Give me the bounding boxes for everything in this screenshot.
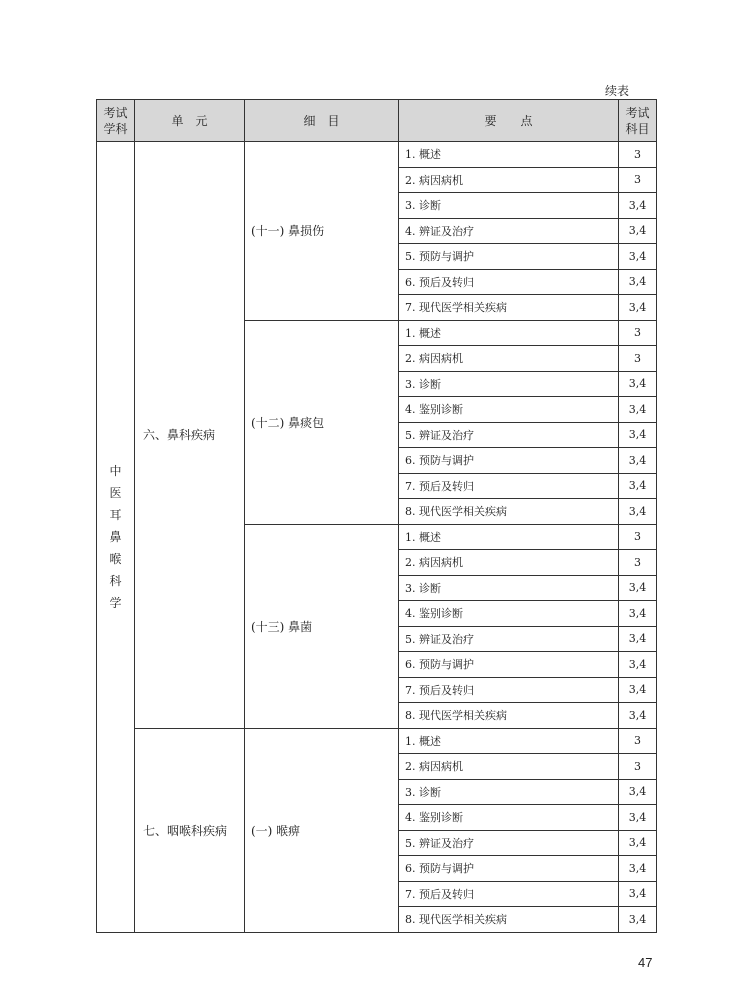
exam-subject-cell: 3,4 (619, 193, 657, 219)
continued-label: 续表 (605, 84, 630, 98)
syllabus-table (96, 99, 657, 933)
exam-subject-cell: 3,4 (619, 499, 657, 525)
point-cell: 2. 病因病机 (399, 346, 619, 372)
exam-subject-cell: 3,4 (619, 218, 657, 244)
detail-cell: (十一) 鼻损伤 (245, 142, 399, 321)
header-exam: 考试科目 (619, 100, 657, 142)
exam-subject-cell: 3,4 (619, 269, 657, 295)
point-cell: 7. 现代医学相关疾病 (399, 295, 619, 321)
point-cell: 7. 预后及转归 (399, 473, 619, 499)
point-cell: 1. 概述 (399, 524, 619, 550)
exam-subject-cell: 3,4 (619, 601, 657, 627)
point-cell: 8. 现代医学相关疾病 (399, 499, 619, 525)
exam-subject-cell: 3,4 (619, 422, 657, 448)
point-cell: 3. 诊断 (399, 779, 619, 805)
point-cell: 4. 鉴别诊断 (399, 601, 619, 627)
exam-subject-cell: 3,4 (619, 244, 657, 270)
exam-subject-cell: 3 (619, 346, 657, 372)
detail-cell: (十二) 鼻痰包 (245, 320, 399, 524)
point-cell: 2. 病因病机 (399, 754, 619, 780)
exam-subject-cell: 3,4 (619, 779, 657, 805)
header-row (97, 100, 657, 142)
point-cell: 3. 诊断 (399, 193, 619, 219)
point-cell: 4. 鉴别诊断 (399, 805, 619, 831)
exam-subject-cell: 3 (619, 754, 657, 780)
exam-subject-cell: 3 (619, 550, 657, 576)
unit-cell: 六、鼻科疾病 (135, 142, 245, 729)
exam-subject-cell: 3,4 (619, 830, 657, 856)
point-cell: 4. 鉴别诊断 (399, 397, 619, 423)
exam-subject-cell: 3,4 (619, 448, 657, 474)
point-cell: 2. 病因病机 (399, 550, 619, 576)
exam-subject-cell: 3,4 (619, 805, 657, 831)
table-row (97, 728, 657, 754)
exam-subject-cell: 3 (619, 167, 657, 193)
header-detail: 细 目 (245, 100, 399, 142)
point-cell: 8. 现代医学相关疾病 (399, 703, 619, 729)
header-subject: 考试学科 (97, 100, 135, 142)
exam-subject-cell: 3,4 (619, 295, 657, 321)
point-cell: 7. 预后及转归 (399, 881, 619, 907)
exam-subject-cell: 3 (619, 524, 657, 550)
table-body (97, 142, 657, 933)
point-cell: 5. 辨证及治疗 (399, 830, 619, 856)
exam-subject-cell: 3,4 (619, 677, 657, 703)
header-point: 要 点 (399, 100, 619, 142)
exam-subject-cell: 3 (619, 142, 657, 168)
point-cell: 2. 病因病机 (399, 167, 619, 193)
point-cell: 5. 预防与调护 (399, 244, 619, 270)
page-number: 47 (638, 955, 653, 970)
exam-subject-cell: 3,4 (619, 575, 657, 601)
header-unit: 单 元 (135, 100, 245, 142)
detail-cell: (一) 喉痹 (245, 728, 399, 932)
exam-subject-cell: 3,4 (619, 371, 657, 397)
exam-subject-cell: 3 (619, 728, 657, 754)
unit-cell: 七、咽喉科疾病 (135, 728, 245, 932)
point-cell: 5. 辨证及治疗 (399, 626, 619, 652)
exam-subject-cell: 3,4 (619, 652, 657, 678)
subject-cell: 中医耳鼻喉科学 (97, 142, 135, 933)
point-cell: 6. 预防与调护 (399, 448, 619, 474)
point-cell: 5. 辨证及治疗 (399, 422, 619, 448)
table-row (97, 142, 657, 168)
point-cell: 6. 预防与调护 (399, 856, 619, 882)
exam-subject-cell: 3,4 (619, 473, 657, 499)
point-cell: 7. 预后及转归 (399, 677, 619, 703)
exam-subject-cell: 3,4 (619, 881, 657, 907)
point-cell: 1. 概述 (399, 142, 619, 168)
point-cell: 4. 辨证及治疗 (399, 218, 619, 244)
point-cell: 3. 诊断 (399, 575, 619, 601)
point-cell: 6. 预后及转归 (399, 269, 619, 295)
exam-subject-cell: 3,4 (619, 626, 657, 652)
exam-subject-cell: 3,4 (619, 397, 657, 423)
exam-subject-cell: 3,4 (619, 703, 657, 729)
point-cell: 8. 现代医学相关疾病 (399, 907, 619, 933)
exam-subject-cell: 3 (619, 320, 657, 346)
point-cell: 3. 诊断 (399, 371, 619, 397)
point-cell: 6. 预防与调护 (399, 652, 619, 678)
exam-subject-cell: 3,4 (619, 907, 657, 933)
exam-subject-cell: 3,4 (619, 856, 657, 882)
detail-cell: (十三) 鼻菌 (245, 524, 399, 728)
point-cell: 1. 概述 (399, 728, 619, 754)
point-cell: 1. 概述 (399, 320, 619, 346)
